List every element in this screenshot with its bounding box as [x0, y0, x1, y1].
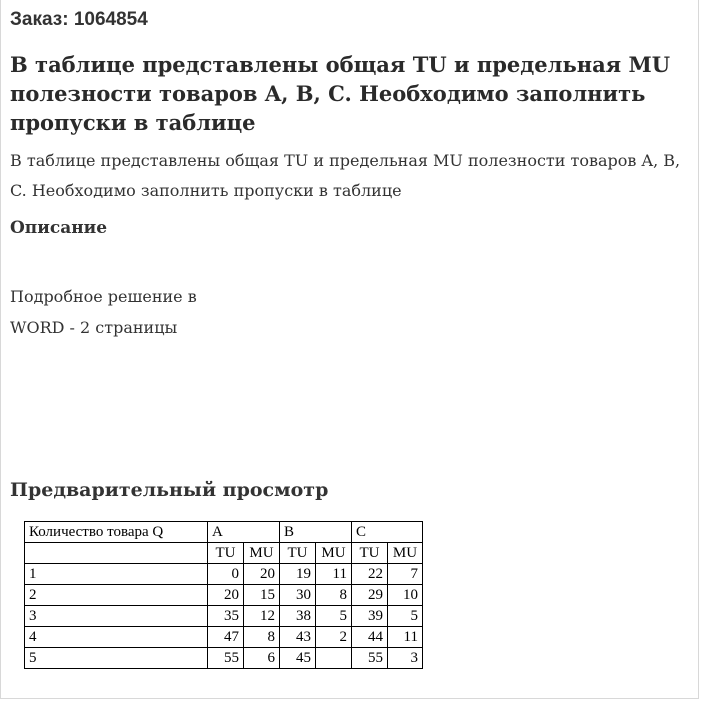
value-cell: 19 — [280, 564, 316, 585]
value-cell: 12 — [244, 606, 280, 627]
preview-table — [24, 521, 423, 669]
qty-cell: 3 — [25, 606, 208, 627]
table-row — [25, 564, 423, 585]
table-body — [25, 564, 423, 669]
value-cell: 11 — [388, 627, 423, 648]
value-cell: 8 — [244, 627, 280, 648]
table-cell — [25, 543, 208, 564]
page-title: В таблице представлены общая TU и предельная MU полезности товаров A, B, C. Необходимо заполнить пропуски в таблице — [10, 52, 671, 135]
value-cell: 55 — [208, 648, 244, 669]
qty-cell: 1 — [25, 564, 208, 585]
value-cell: 3 — [388, 648, 423, 669]
value-cell: 11 — [316, 564, 352, 585]
value-cell: 7 — [388, 564, 423, 585]
value-cell: 8 — [316, 585, 352, 606]
value-cell: 44 — [352, 627, 388, 648]
table-subheader-row — [25, 543, 423, 564]
value-cell: 39 — [352, 606, 388, 627]
value-cell: 29 — [352, 585, 388, 606]
table-row — [25, 606, 423, 627]
value-cell: 22 — [352, 564, 388, 585]
preview-heading: Предварительный просмотр — [10, 479, 329, 501]
value-cell: 47 — [208, 627, 244, 648]
value-cell: 43 — [280, 627, 316, 648]
sub-header: TU — [208, 543, 244, 564]
good-header: C — [352, 522, 423, 543]
value-cell: 5 — [316, 606, 352, 627]
table-header-row — [25, 522, 423, 543]
value-cell — [316, 648, 352, 669]
task-summary: В таблице представлены общая TU и предельная MU полезности товаров A, B, C. Необходимо заполнить пропуски в таблице — [10, 151, 681, 200]
value-cell: 6 — [244, 648, 280, 669]
good-header: B — [280, 522, 352, 543]
table-row — [25, 648, 423, 669]
sub-header: MU — [244, 543, 280, 564]
description-line: Подробное решение в — [10, 287, 197, 306]
description-text — [10, 281, 310, 343]
sub-header: TU — [280, 543, 316, 564]
value-cell: 30 — [280, 585, 316, 606]
value-cell: 55 — [352, 648, 388, 669]
value-cell: 5 — [388, 606, 423, 627]
qty-header: Количество товара Q — [25, 522, 208, 543]
value-cell: 2 — [316, 627, 352, 648]
description-heading: Описание — [10, 218, 108, 238]
table-row — [25, 585, 423, 606]
sub-header: MU — [316, 543, 352, 564]
qty-cell: 4 — [25, 627, 208, 648]
order-number: Заказ: 1064854 — [10, 9, 148, 30]
value-cell: 20 — [244, 564, 280, 585]
qty-cell: 2 — [25, 585, 208, 606]
value-cell: 38 — [280, 606, 316, 627]
sub-header: TU — [352, 543, 388, 564]
sub-header: MU — [388, 543, 423, 564]
value-cell: 20 — [208, 585, 244, 606]
good-header: A — [208, 522, 280, 543]
value-cell: 45 — [280, 648, 316, 669]
table-row — [25, 627, 423, 648]
qty-cell: 5 — [25, 648, 208, 669]
value-cell: 35 — [208, 606, 244, 627]
description-line: WORD - 2 страницы — [10, 318, 178, 337]
value-cell: 0 — [208, 564, 244, 585]
value-cell: 15 — [244, 585, 280, 606]
value-cell: 10 — [388, 585, 423, 606]
